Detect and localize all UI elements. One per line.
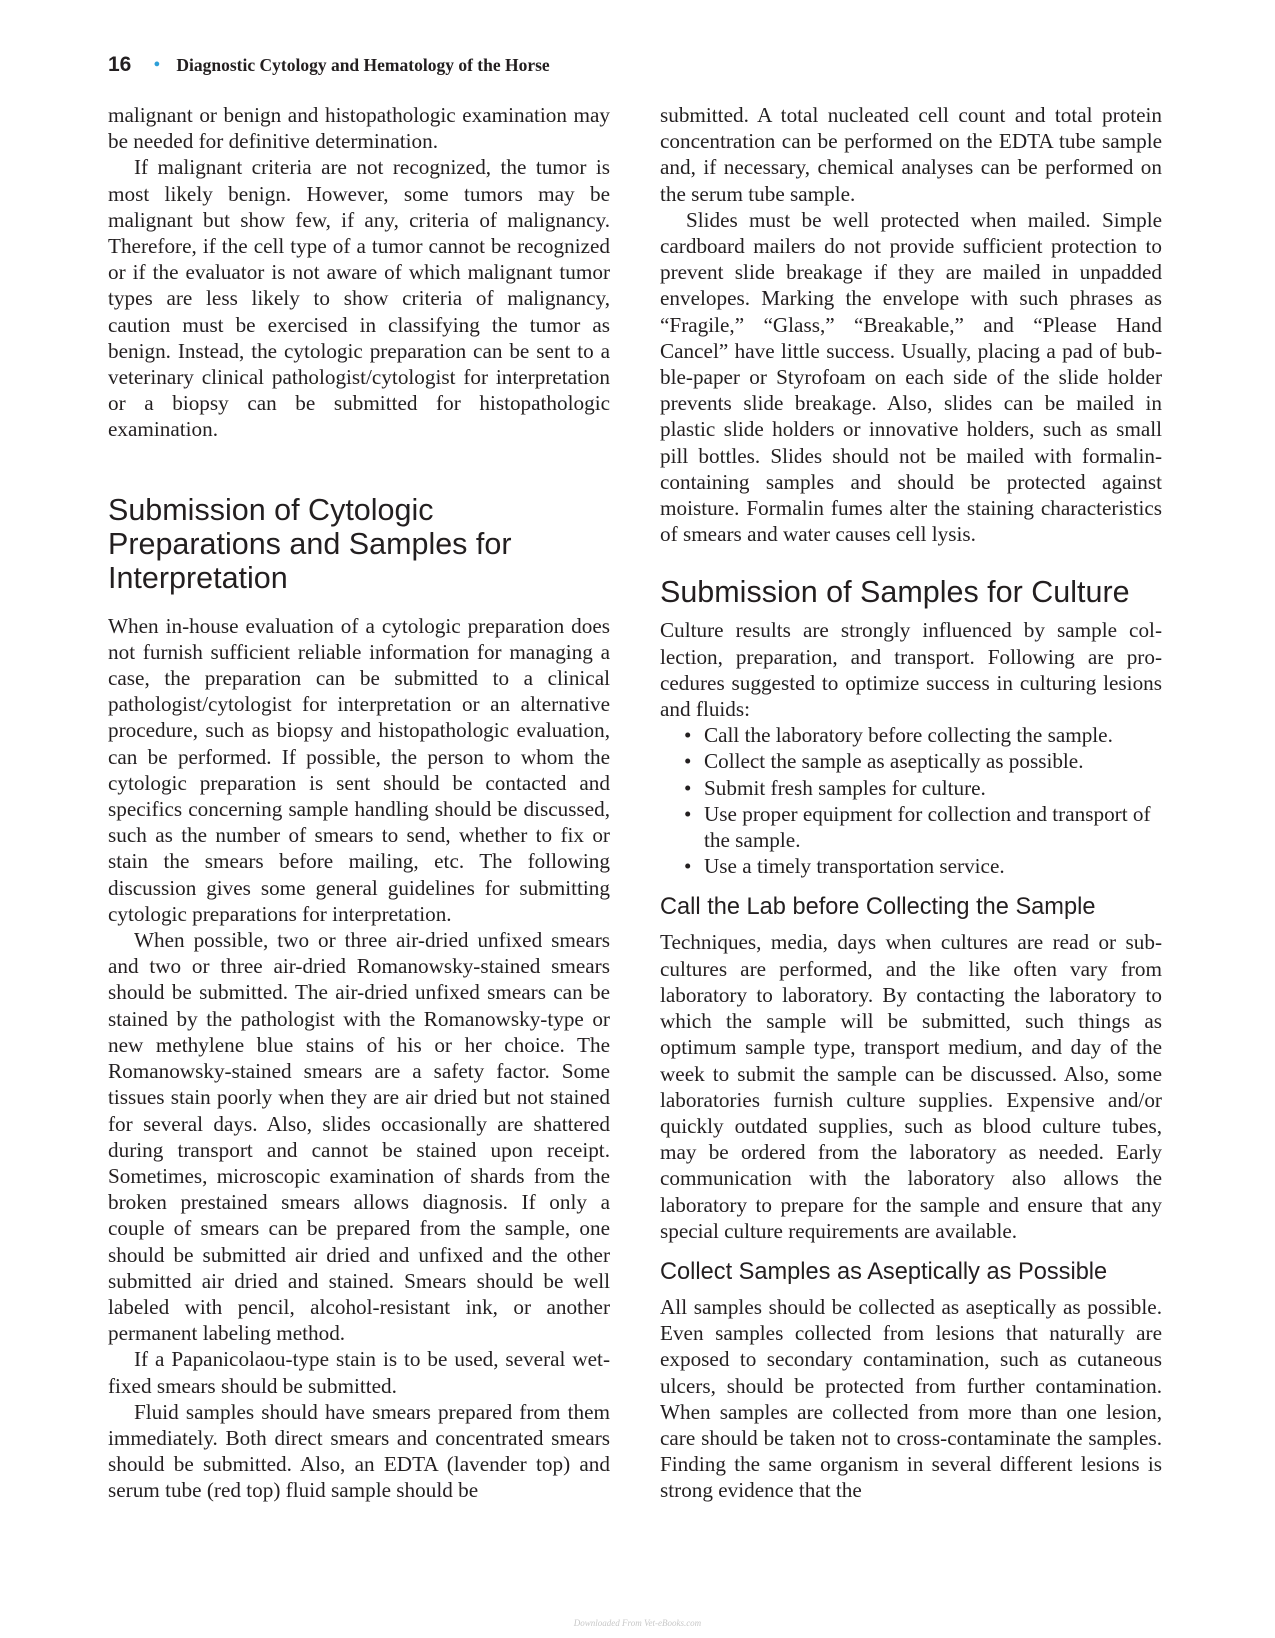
section-heading: Submission of Samples for Culture	[660, 575, 1130, 610]
paragraph: malignant or benign and histopathologic examination may be needed for definitive determination.	[108, 103, 610, 154]
paragraph: All samples should be collected as aseptically as possible. Even samples collected from lesions that naturally are exposed to secondary contamination, such as cutaneous ulcers, should be protected from further contamination. When samples are collected from more than one lesion, care should be taken not to cross-contaminate the samples. Finding the same organism in several different lesions is strong evidence that the	[660, 1294, 1162, 1503]
list-item: • Submit fresh samples for culture.	[684, 775, 1162, 801]
left-column	[108, 102, 610, 1504]
subsection-heading: Call the Lab before Collecting the Sample	[660, 894, 1096, 921]
running-title: Diagnostic Cytology and Hematology of the Horse	[176, 54, 550, 75]
footer-watermark: Downloaded From Vet-eBooks.com	[573, 1618, 702, 1628]
list-item: • Collect the sample as aseptically as possible.	[684, 748, 1162, 774]
list-item: • Use a timely transportation service.	[684, 853, 1162, 879]
paragraph: If malignant criteria are not recognized, the tumor is most likely benign. However, some tumors may be malignant but show few, if any, criteria of malignancy. Therefore, if the cell type of a tumor cannot be recognized or if the evaluator is not aware of which malignant tumor types are less likely to show criteria of malignancy, caution must be exercised in classifying the tumor as benign. Instead, the cytologic preparation can be sent to a veterinary clinical pathologist/cytologist for interpretation or a biopsy can be submitted for histopathologic examination.	[108, 155, 610, 442]
list-item: • Use proper equipment for collection and transport of the sample.	[684, 801, 1162, 853]
header-separator-dot: •	[153, 54, 161, 76]
paragraph: When in-house evaluation of a cytologic preparation does not furnish sufficient reliable information for managing a case, the preparation can be submitted to a clinical pathologist/cytologist for interpretation or an alternative procedure, such as biopsy and histopathologic evaluation, can be performed. If possible, the person to whom the cytologic preparation is sent should be contacted and specifics concerning sample handling should be discussed, such as the number of smears to send, whether to fix or stain the smears before mailing, etc. The following discussion gives some general guidelines for submitting cytologic preparations for interpretation.	[108, 613, 610, 926]
paragraph: If a Papanicolaou-type stain is to be used, several wet-fixed smears should be submitted.	[108, 1347, 610, 1398]
bullet-list	[660, 722, 1162, 879]
paragraph: submitted. A total nucleated cell count and total protein concentration can be performed on the EDTA tube sample and, if necessary, chemical analyses can be performed on the serum tube sample.	[660, 103, 1162, 206]
paragraph: When possible, two or three air-dried unfixed smears and two or three air-dried Romanowsky-stained smears should be submitted. The air-dried unfixed smears can be stained by the pathologist with the Romanowsky-type or new methylene blue stains of his or her choice. The Romanowsky-stained smears are a safety factor. Some tissues stain poorly when they are air dried but not stained for several days. Also, slides occasionally are shattered during transport and cannot be stained upon receipt. Sometimes, microscopic examination of shards from the broken prestained smears allows diagnosis. If only a couple of smears can be prepared from the sample, one should be submitted air dried and unfixed and the other submitted air dried and stained. Smears should be well labeled with pencil, alcohol-resistant ink, or another permanent labeling method.	[108, 928, 610, 1346]
running-header	[108, 50, 1168, 80]
paragraph: Slides must be well protected when mailed. Simple cardboard mailers do not provide sufficient protection to prevent slide breakage if they are mailed in unpadded envelopes. Marking the envelope with such phrases as “Fragile,” “Glass,” “Breakable,” and “Please Hand Cancel” have little success. Usually, placing a pad of bubble-paper or Styrofoam on each side of the slide holder prevents slide breakage. Also, slides can be mailed in plastic slide holders or innovative holders, such as small pill bottles. Slides should not be mailed with formalin-containing samples and should be protected against moisture. Formalin fumes alter the staining characteristics of smears and water causes cell lysis.	[660, 207, 1162, 547]
page-number: 16	[108, 53, 132, 76]
list-item: • Call the laboratory before collecting the sample.	[684, 722, 1162, 748]
paragraph: Techniques, media, days when cultures are read or subcultures are performed, and the like often vary from laboratory to laboratory. By contacting the laboratory to which the sample will be submitted, such things as optimum sample type, transport medium, and day of the week to submit the sample can be discussed. Also, some laboratories furnish culture supplies. Expensive and/or quickly outdated supplies, such as blood culture tubes, may be ordered from the laboratory as needed. Early communication with the laboratory also allows the laboratory to prepare for the sample and ensure that any special culture requirements are available.	[660, 930, 1162, 1243]
paragraph: Fluid samples should have smears prepared from them immediately. Both direct smears and concentrated smears should be submitted. Also, an EDTA (lavender top) and serum tube (red top) fluid sample should be	[108, 1399, 610, 1503]
section-heading: Submission of Cytologic Preparations and Samples for Interpretation	[108, 492, 512, 595]
right-column	[660, 102, 1162, 1504]
subsection-heading: Collect Samples as Aseptically as Possible	[660, 1258, 1108, 1285]
paragraph: Culture results are strongly influenced by sample collection, preparation, and transport. Following are procedures suggested to optimize success in culturing lesions and fluids:	[660, 618, 1162, 722]
